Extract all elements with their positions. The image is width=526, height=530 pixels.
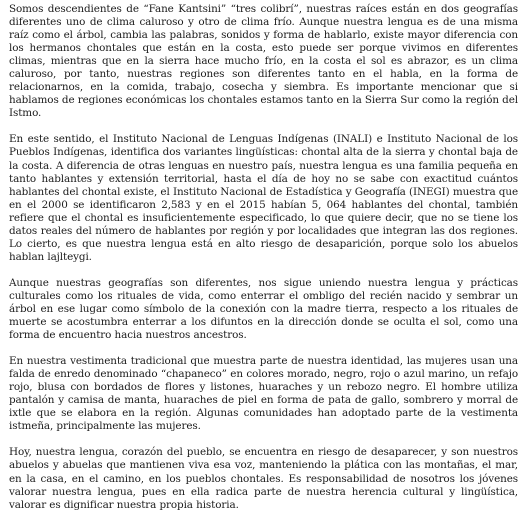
paragraph-language-at-risk: Hoy, nuestra lengua, corazón del pueblo, se encuentra en riesgo de desaparecer, y son nuestros abuelos y abuelas que mantienen viva esa voz, manteniendo la plática con las montañas, el mar, en la casa, en el camino, en los pueblos chontales. Es responsabilidad de nosotros los jóvenes valorar nuestra lengua, pues en ella radica parte de nuestra herencia cultural y lingüística, valorar es dignificar nuestra propia historia. xyxy=(9,446,518,511)
paragraph-linguistic-variants: En este sentido, el Instituto Nacional de Lenguas Indígenas (INALI) e Instituto Nacional de los Pueblos Indígenas, identifica dos variantes lingüísticas: chontal alta de la sierra y chontal baja de la costa. A diferencia de otras lenguas en nuestro país, nuestra lengua es una familia pequeña en tanto hablantes y extensión territorial, hasta el día de hoy no se sabe con exactitud cuántos hablantes del chontal existe, el Instituto Nacional de Estadística y Geografía (INEGI) muestra que en el 2000 se identificaron 2,583 y en el 2015 habían 5, 064 hablantes del chontal, también refiere que el chontal es insuficientemente especificado, lo que quiere decir, que no se tiene los datos reales del número de hablantes por región y por localidades que integran las dos regiones. Lo cierto, es que nuestra lengua está en alto riesgo de desaparición, porque solo los abuelos hablan lajlteygi. xyxy=(9,133,518,263)
paragraph-traditional-clothing: En nuestra vestimenta tradicional que muestra parte de nuestra identidad, las mujeres usan una falda de enredo denominado “chapaneco” en colores morado, negro, rojo o azul marino, un refajo rojo, blusa con bordados de flores y listones, huaraches y un rebozo negro. El hombre utiliza pantalón y camisa de manta, huaraches de piel en forma de pata de gallo, sombrero y morral de ixtle que se elabora en la región. Algunas comunidades han adoptado parte de la vestimenta istmeña, principalmente las mujeres. xyxy=(9,355,518,433)
paragraph-origins: Somos descendientes de “Fane Kantsini” “tres colibrí”, nuestras raíces están en dos geografías diferentes uno de clima caluroso y otro de clima frío. Aunque nuestra lengua es de una misma raíz como el árbol, cambia las palabras, sonidos y forma de hablarlo, existe mayor diferencia con los hermanos chontales que están en la costa, esto puede ser porque vivimos en diferentes climas, mientras que en la sierra hace mucho frío, en la costa el sol es abrazor, es un clima caluroso, por tanto, nuestras regiones son diferentes tanto en el habla, en la forma de relacionarnos, en la comida, trabajo, cosecha y siembra. Es importante mencionar que si hablamos de regiones económicas los chontales estamos tanto en la Sierra Sur como la región del Istmo. xyxy=(9,3,518,120)
paragraph-cultural-practices: Aunque nuestras geografías son diferentes, nos sigue uniendo nuestra lengua y prácticas culturales como los rituales de vida, como enterrar el ombligo del recién nacido y sembrar un árbol en ese lugar como símbolo de la conexión con la madre tierra, respecto a los rituales de muerte se acostumbra enterrar a los difuntos en la dirección donde se oculta el sol, como una forma de encuentro hacia nuestros ancestros. xyxy=(9,276,518,342)
